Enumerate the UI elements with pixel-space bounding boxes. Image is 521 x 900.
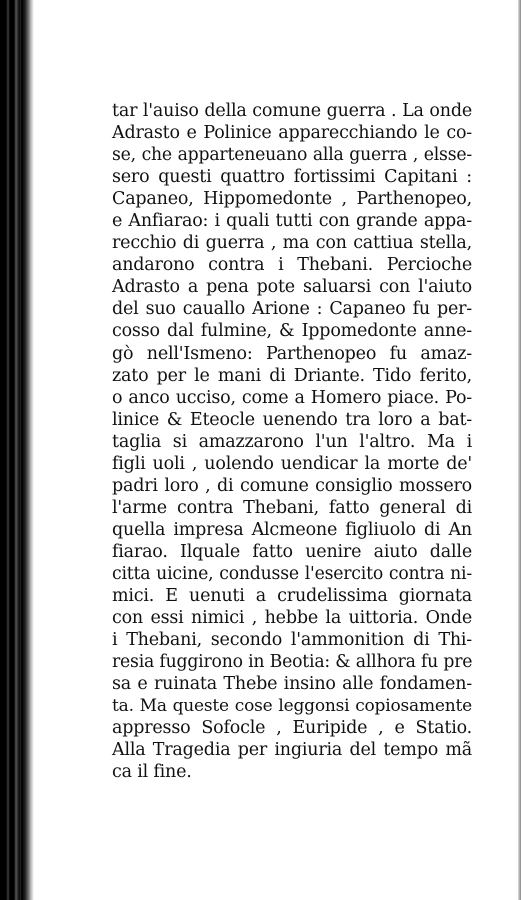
text-line: citta uicine, condusse l'esercito contra ni- xyxy=(112,563,472,584)
text-line: Adrasto e Polinice apparecchiando le co- xyxy=(112,123,472,144)
binding-edge-line xyxy=(20,0,21,900)
text-line: o anco ucciso, come a Homero piace. Po- xyxy=(112,387,472,408)
text-line: mici. E uenuti a crudelissima giornata xyxy=(112,586,472,607)
text-line: zato per le mani di Driante. Tido ferito, xyxy=(112,365,472,386)
text-line: se, che apparteneuano alla guerra , elsse- xyxy=(112,145,472,166)
text-line: padri loro , di comune consiglio mossero xyxy=(112,475,472,496)
text-line: e Anfiarao: i quali tutti con grande appa- xyxy=(112,211,472,232)
text-line: andarono contra i Thebani. Percioche xyxy=(112,255,472,276)
body-text xyxy=(112,100,472,783)
text-line: con essi nimici , hebbe la uittoria. Onde xyxy=(112,608,472,629)
text-line: sero questi quattro fortissimi Capitani : xyxy=(112,167,472,188)
text-line: del suo cauallo Arione : Capaneo fu per- xyxy=(112,299,472,320)
text-line: sa e ruinata Thebe insino alle fondamen- xyxy=(112,674,472,695)
text-line: recchio di guerra , ma con cattiua stella, xyxy=(112,233,472,254)
text-line: Adrasto a pena pote saluarsi con l'aiuto xyxy=(112,277,472,298)
text-line: resia fuggirono in Beotia: & allhora fu pre xyxy=(112,652,473,673)
text-line: tar l'auiso della comune guerra . La onde xyxy=(112,101,472,121)
book-binding-gutter xyxy=(0,0,34,900)
text-line: quella impresa Alcmeone figliuolo di An xyxy=(112,519,472,540)
text-line: Alla Tragedia per ingiuria del tempo mã xyxy=(112,740,472,761)
text-line: ta. Ma queste cose leggonsi copiosamente xyxy=(112,696,472,717)
text-line: cosso dal fulmine, & Ippomedonte anne- xyxy=(112,321,472,342)
text-line: l'arme contra Thebani, fatto general di xyxy=(112,497,472,518)
text-line: linice & Eteocle uenendo tra loro a bat- xyxy=(112,409,472,430)
text-line: ca il fine. xyxy=(112,762,192,783)
text-line: appresso Sofocle , Euripide , e Statio. xyxy=(112,718,472,739)
text-line: i Thebani, secondo l'ammonition di Thi- xyxy=(112,630,472,651)
text-line: figli uoli , uolendo uendicar la morte de' xyxy=(112,453,472,474)
text-line: gò nell'Ismeno: Parthenopeo fu amaz- xyxy=(112,343,472,364)
text-line: fiarao. Ilquale fatto uenire aiuto dalle xyxy=(112,541,472,562)
text-line: Capaneo, Hippomedonte , Parthenopeo, xyxy=(112,189,472,210)
text-line: taglia si amazzarono l'un l'altro. Ma i xyxy=(112,431,472,452)
